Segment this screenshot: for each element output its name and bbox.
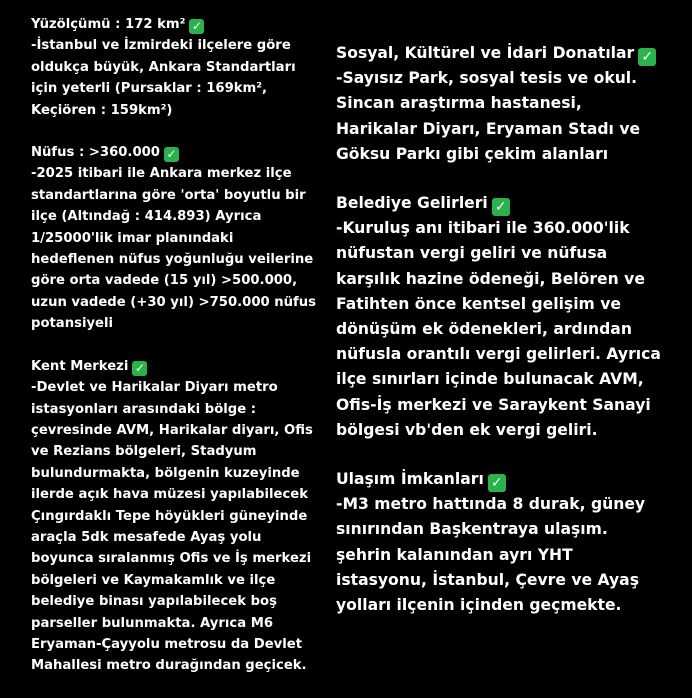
section-title bbox=[31, 14, 331, 35]
text-line: bölgeleri ve Kaymakamlık ve ilçe bbox=[31, 572, 276, 588]
text-line: karşılık hazine ödeneği, Belören ve bbox=[336, 269, 645, 288]
section-revenue bbox=[336, 191, 676, 443]
text-line: yolları ilçenin içinden geçmekte. bbox=[336, 596, 622, 615]
text-line: sınırından Başkentraya ulaşım. bbox=[336, 520, 608, 539]
text-line: oldukça büyük, Ankara Standartları bbox=[31, 59, 296, 75]
text-line: potansiyeli bbox=[31, 316, 114, 332]
text-line: ilerde açık hava müzesi yapılabilecek bbox=[31, 487, 308, 503]
section-body bbox=[31, 163, 331, 334]
text-line: -M3 metro hattında 8 durak, güney bbox=[336, 495, 646, 514]
check-icon: ✓ bbox=[164, 147, 179, 162]
section-transport bbox=[336, 467, 676, 618]
facilities-title: Sosyal, Kültürel ve İdari Donatılar bbox=[336, 44, 635, 62]
text-line: için yeterli (Pursaklar : 169km², bbox=[31, 81, 268, 97]
section-city-center bbox=[31, 356, 331, 677]
text-line: şehrin kalanından ayrı YHT bbox=[336, 545, 573, 564]
check-icon: ✓ bbox=[492, 198, 510, 216]
text-line: Mahallesi metro durağından geçicek. bbox=[31, 658, 307, 674]
section-body bbox=[31, 35, 331, 121]
check-icon: ✓ bbox=[488, 474, 506, 492]
section-title bbox=[31, 356, 331, 377]
section-title bbox=[336, 41, 676, 66]
text-line: Keçiören : 159km²) bbox=[31, 102, 173, 118]
text-line: istasyonu, İstanbul, Çevre ve Ayaş bbox=[336, 570, 639, 589]
text-line: Eryaman-Çayyolu metrosu da Devlet bbox=[31, 636, 303, 652]
text-line: bulundurmakta, bölgenin kuzeyinde bbox=[31, 465, 300, 481]
text-line: göre orta vadede (15 yıl) >500.000, bbox=[31, 273, 298, 289]
text-line: 1/25000'lik imar planındaki bbox=[31, 230, 234, 246]
check-icon: ✓ bbox=[189, 19, 204, 34]
text-line: -Kuruluş anı itibari ile 360.000'lik bbox=[336, 219, 630, 238]
transport-title: Ulaşım İmkanları bbox=[336, 470, 484, 489]
text-line: çevresinde AVM, Harikalar diyarı, Ofis bbox=[31, 422, 313, 438]
text-line: -Devlet ve Harikalar Diyarı metro bbox=[31, 380, 278, 396]
text-line: istasyonları arasındaki bölge : bbox=[31, 401, 257, 417]
section-title bbox=[31, 142, 331, 163]
section-facilities bbox=[336, 41, 676, 167]
text-line: Fatihten önce kentsel gelişim ve bbox=[336, 294, 621, 313]
text-line: Göksu Parkı gibi çekim alanları bbox=[336, 144, 609, 163]
area-title: Yüzölçümü : 172 km² bbox=[31, 17, 186, 32]
text-line: Harikalar Diyarı, Eryaman Stadı ve bbox=[336, 119, 641, 138]
text-line: ilçe sınırları içinde bulunacak AVM, bbox=[336, 370, 644, 389]
text-line: Çıngırdaklı Tepe höyükleri güneyinde bbox=[31, 508, 308, 524]
left-column bbox=[31, 14, 331, 698]
section-body bbox=[336, 216, 676, 443]
text-line: ve Rezians bölgeleri, Stadyum bbox=[31, 444, 257, 460]
section-title bbox=[336, 467, 676, 492]
right-column bbox=[336, 41, 676, 642]
text-line: araçla 5dk mesafede Ayaş yolu bbox=[31, 529, 262, 545]
text-line: -2025 itibari ile Ankara merkez ilçe bbox=[31, 166, 292, 182]
text-line: boyunca sıralanmış Ofis ve İş merkezi bbox=[31, 551, 312, 567]
text-line: hedeflenen nüfus yoğunluğu veilerine bbox=[31, 252, 314, 268]
text-line: ilçe (Altındağ : 414.893) Ayrıca bbox=[31, 209, 262, 225]
section-body bbox=[336, 492, 676, 618]
text-line: bölgesi vb'den ek vergi geliri. bbox=[336, 420, 598, 439]
section-body bbox=[336, 66, 676, 167]
text-line: belediye binası yapılabilecek boş bbox=[31, 594, 277, 610]
text-line: nüfustan vergi geliri ve nüfusa bbox=[336, 244, 608, 263]
section-title bbox=[336, 191, 676, 216]
text-line: uzun vadede (+30 yıl) >750.000 nüfus bbox=[31, 294, 317, 310]
city-center-title: Kent Merkezi bbox=[31, 358, 129, 374]
text-line: Ofis-İş merkezi ve Saraykent Sanayi bbox=[336, 395, 651, 414]
text-line: -Sayısız Park, sosyal tesis ve okul. bbox=[336, 69, 638, 88]
section-body bbox=[31, 377, 331, 677]
text-line: parseller bulunmakta. Ayrıca M6 bbox=[31, 615, 274, 631]
text-line: dönüşüm ek ödenekleri, ardından bbox=[336, 320, 632, 339]
text-line: nüfusla orantılı vergi gelirleri. Ayrıca bbox=[336, 345, 661, 364]
population-title: Nüfus : >360.000 bbox=[31, 145, 160, 161]
revenue-title: Belediye Gelirleri bbox=[336, 194, 488, 213]
text-line: -İstanbul ve İzmirdeki ilçelere göre bbox=[31, 38, 291, 54]
text-line: standartlarına göre 'orta' boyutlu bir bbox=[31, 187, 306, 203]
section-area bbox=[31, 14, 331, 121]
text-line: Sincan araştırma hastanesi, bbox=[336, 94, 582, 113]
section-population bbox=[31, 142, 331, 335]
check-icon: ✓ bbox=[132, 361, 147, 376]
check-icon: ✓ bbox=[638, 48, 656, 66]
